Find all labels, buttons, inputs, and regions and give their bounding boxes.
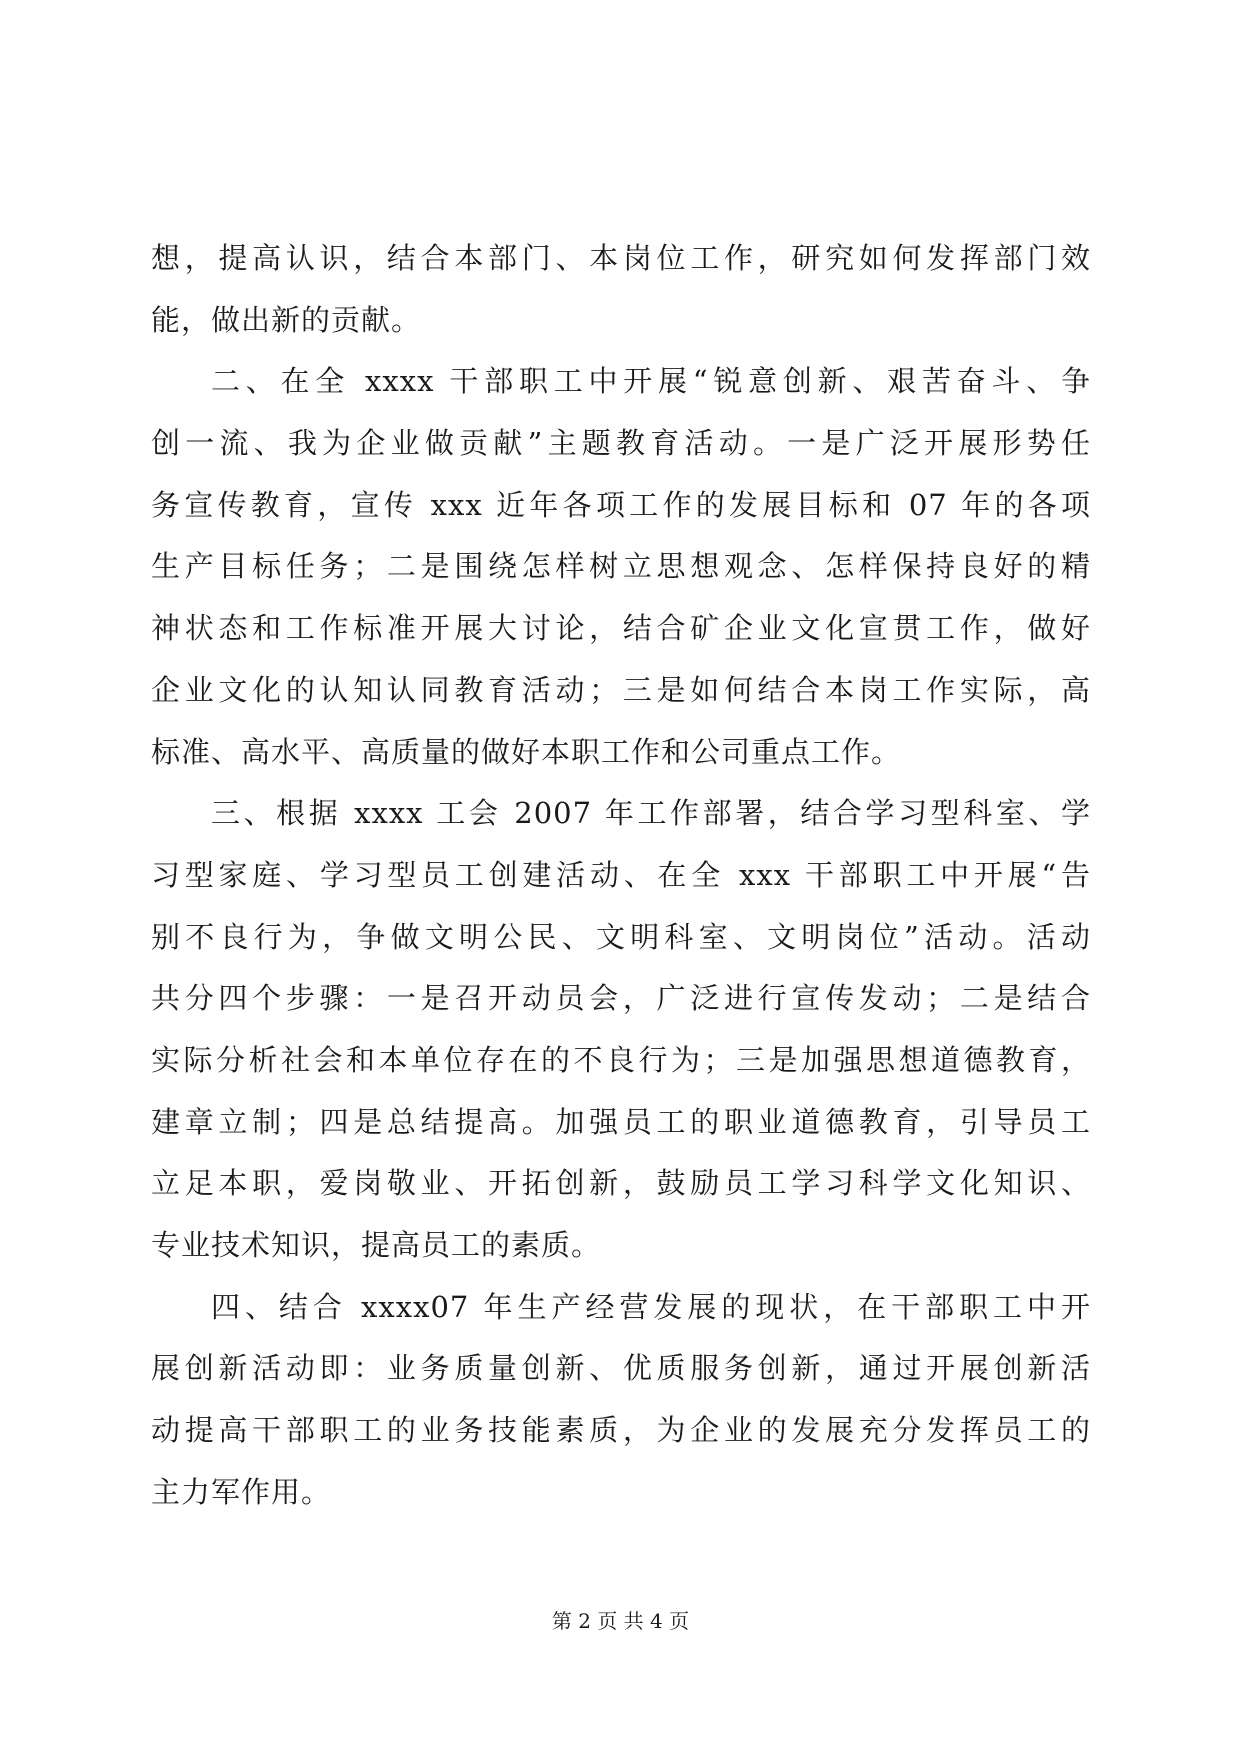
text-line: 建章立制；四是总结提高。加强员工的职业道德教育，引导员工 <box>151 1104 1091 1139</box>
text-line: 企业文化的认知认同教育活动；三是如何结合本岗工作实际，高 <box>151 672 1091 707</box>
text-line: 展创新活动即：业务质量创新、优质服务创新，通过开展创新活 <box>151 1351 1091 1386</box>
page-number-footer: 第 2 页 共 4 页 <box>551 1609 690 1633</box>
paragraph-first-line: 三、根据 xxxx 工会 2007 年工作部署，结合学习型科室、学 <box>211 796 1091 831</box>
text-line: 立足本职，爱岗敬业、开拓创新，鼓励员工学习科学文化知识、 <box>151 1166 1091 1201</box>
text-line: 实际分析社会和本单位存在的不良行为；三是加强思想道德教育， <box>151 1042 1091 1077</box>
text-line: 标准、高水平、高质量的做好本职工作和公司重点工作。 <box>151 734 902 769</box>
text-line: 别不良行为，争做文明公民、文明科室、文明岗位”活动。活动 <box>151 919 1091 954</box>
text-line: 神状态和工作标准开展大讨论，结合矿企业文化宣贯工作，做好 <box>151 611 1091 646</box>
document-body <box>151 228 1091 1523</box>
text-line: 习型家庭、学习型员工创建活动、在全 xxx 干部职工中开展“告 <box>151 857 1091 892</box>
text-line: 专业技术知识，提高员工的素质。 <box>151 1228 602 1262</box>
text-line: 主力军作用。 <box>151 1474 332 1509</box>
text-line: 创一流、我为企业做贡献”主题教育活动。一是广泛开展形势任 <box>151 426 1091 461</box>
text-line: 共分四个步骤：一是召开动员会，广泛进行宣传发动；二是结合 <box>151 981 1091 1016</box>
paragraph-first-line: 二、在全 xxxx 干部职工中开展“锐意创新、艰苦奋斗、争 <box>211 364 1091 399</box>
text-line: 生产目标任务；二是围绕怎样树立思想观念、怎样保持良好的精 <box>151 549 1091 584</box>
text-line: 动提高干部职工的业务技能素质，为企业的发展充分发挥员工的 <box>151 1413 1091 1448</box>
paragraph-first-line: 四、结合 xxxx07 年生产经营发展的现状，在干部职工中开 <box>211 1289 1091 1324</box>
text-line: 想，提高认识，结合本部门、本岗位工作，研究如何发挥部门效 <box>151 241 1091 275</box>
text-line: 能，做出新的贡献。 <box>151 302 422 337</box>
text-line: 务宣传教育，宣传 xxx 近年各项工作的发展目标和 07 年的各项 <box>151 487 1091 522</box>
